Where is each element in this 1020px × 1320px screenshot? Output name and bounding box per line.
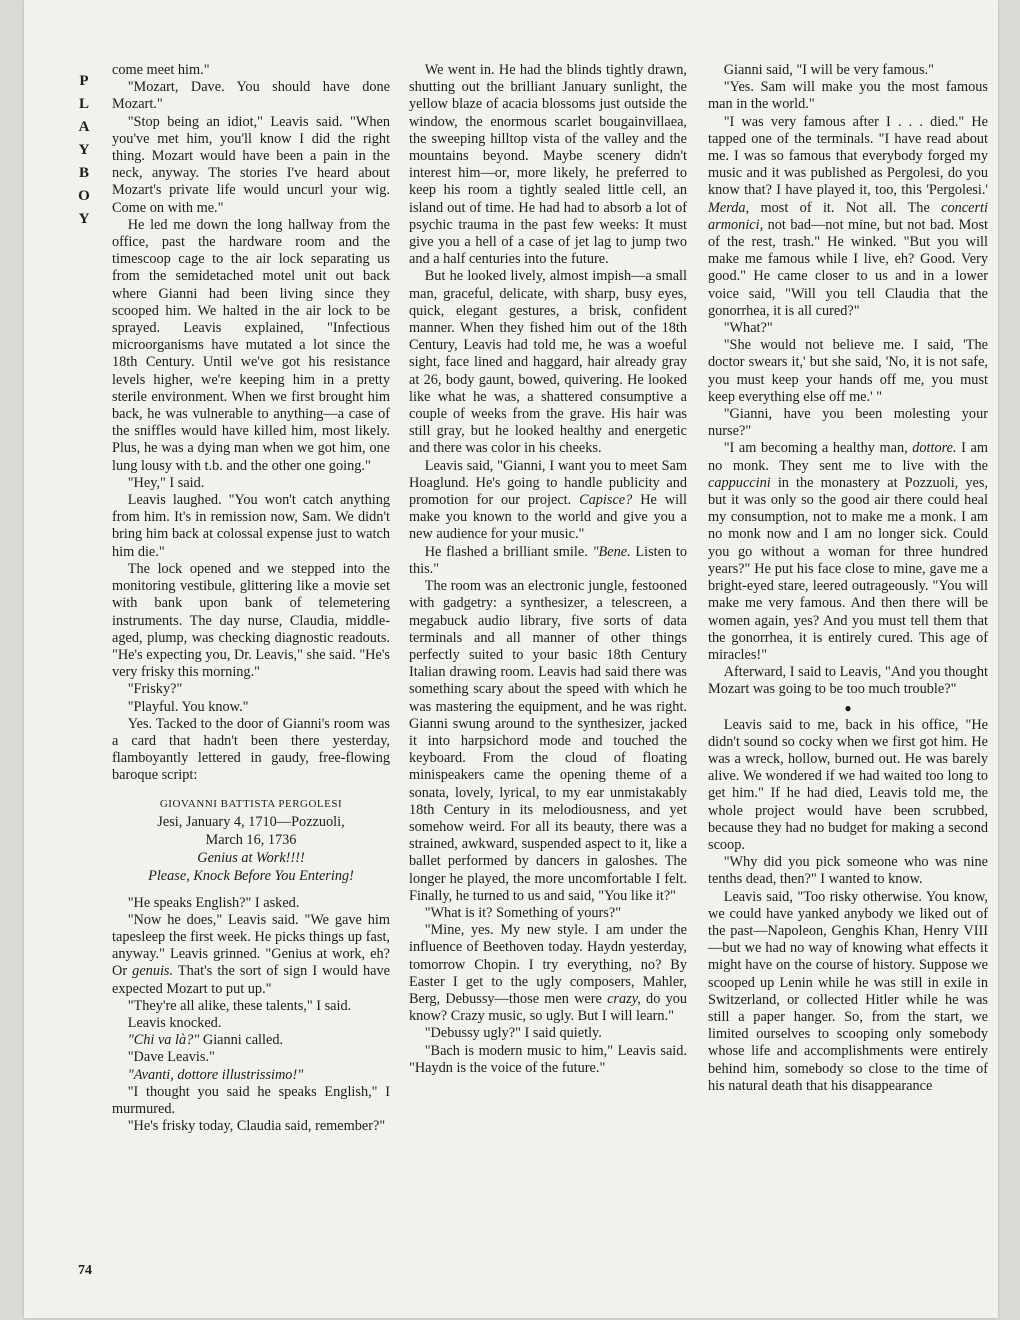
paragraph: The lock opened and we stepped into the monitoring vestibule, glittering like a movie set with bank upon bank of telemetering instruments. The day nurse, Claudia, middle-aged, plump, was checking diagnostic readouts. "He's expecting you, Dr. Leavis," she said. "He's very frisky this morning." xyxy=(112,560,390,681)
text-column-2 xyxy=(409,62,687,1077)
paragraph: "Playful. You know." xyxy=(127,698,249,715)
masthead: P L A Y B O Y xyxy=(72,70,96,231)
paragraph: "Bach is modern music to him," Leavis said. "Haydn is the voice of the future." xyxy=(409,1042,687,1076)
sign-line: Please, Knock Before You Entering! xyxy=(148,867,354,884)
magazine-page xyxy=(24,0,998,1318)
paragraph: He flashed a brilliant smile. "Bene. Listen to this." xyxy=(409,543,687,577)
paragraph: "Stop being an idiot," Leavis said. "When you've met him, you'll know I did the right thing. Mozart would have been a pain in the neck, anyway. The stories I've heard about Mozart's private life would uncurl your wig. Come on with me." xyxy=(112,113,390,216)
paragraph: "I thought you said he speaks English," I murmured. xyxy=(112,1083,390,1117)
paragraph: "Frisky?" xyxy=(127,681,183,698)
paragraph: Leavis laughed. "You won't catch anything from him. It's in remission now, Sam. We didn't bring him back at colossal expense just to watch him die." xyxy=(112,492,390,560)
paragraph: "What is it? Something of yours?" xyxy=(424,904,622,921)
paragraph: Gianni said, "I will be very famous." xyxy=(723,62,934,78)
paragraph: come meet him." xyxy=(112,62,210,78)
paragraph: "Gianni, have you been molesting your nurse?" xyxy=(708,406,988,440)
paragraph: "He speaks English?" I asked. xyxy=(127,894,300,911)
paragraph: "Why did you pick someone who was nine tenths dead, then?" I wanted to know. xyxy=(708,854,988,888)
sign-line: Jesi, January 4, 1710—Pozzuoli, xyxy=(157,813,345,830)
paragraph: But he looked lively, almost impish—a small man, graceful, delicate, with sharp, busy eyes, quick, elegant gestures, a brisk, confident manner. When they fished him out of the 18th Century, Leavis had told me, he was a woeful sight, face lined and haggard, hair already gray at 26, body gaunt, bowed, quivering. He looked like what he was, a shattered consumptive a couple of weeks from the grave. His hair was still gray, but he looked healthy and energetic and there was color in his cheeks. xyxy=(409,268,687,457)
paragraph: We went in. He had the blinds tightly drawn, shutting out the brilliant January sunlight, the yellow blaze of acacia blossoms just outside the window, the enormous scarlet bougainvillaea, the sweeping hilltop vista of the valley and the mountains beyond. Maybe scenery didn't interest him—or, more likely, he preferred to keep his room a tightly sealed little cell, an island out of time. He had had to absorb a lot of psychic trauma in the past few weeks: It must give you a hell of a case of jet lag to jump two and a half centuries into the future. xyxy=(409,62,687,268)
paragraph: He led me down the long hallway from the office, past the hardware room and the timescoop cage to the air lock separating us from the semidetached motel unit out back where Gianni had been living since they scooped him. We halted in the air lock to be sprayed. Leavis explained, "Infectious microorganisms have mutated a lot since the 18th Century. Until we've got his resistance levels higher, we're keeping him in a pretty sterile environment. When we first brought him back, he was vulnerable to anything—a case of the sniffles would have killed him, most likely. Plus, he was a dying man when we got him, one lung lousy with t.b. and the other one going." xyxy=(112,216,390,474)
paragraph: "I am becoming a healthy man, dottore. I am no monk. They sent me to live with the cappuccini in the monastery at Pozzuoli, yes, but it was only so the good air there could heal my consumption, not to make me a monk. I am no monk now and I am no longer sick. Could you go without a woman for three hundred years?" He put his face close to mine, gave me a bright-eyed stare, leered outrageously. "You will make me very famous. And then there will be women again, yes? And you must tell them that the gonorrhea, it is entirely cured. This age of miracles!" xyxy=(708,440,988,663)
paragraph: Leavis said, "Gianni, I want you to meet Sam Hoaglund. He's going to handle publicity and promotion for our project. Capisce? He will make you known to the world and give you a new audience for your music." xyxy=(409,457,687,543)
paragraph: Leavis said, "Too risky otherwise. You know, we could have yanked anybody we liked out of the past—Napoleon, Genghis Khan, Henry VIII—but we had no way of knowing what effects it might have on the course of history. Suppose we scooped up Lenin while he was still in exile in Switzerland, or collected Hitler while he was still a paper hanger. So, from the start, we limited ourselves to scooping only somebody whose life and accomplishments were entirely behind him, somebody so close to the time of his natural death that his disappearance xyxy=(708,888,988,1094)
paragraph: "What?" xyxy=(723,320,773,337)
paragraph: "Dave Leavis." xyxy=(127,1049,215,1066)
paragraph: "He's frisky today, Claudia said, remember?" xyxy=(127,1118,386,1135)
paragraph: The room was an electronic jungle, festooned with gadgetry: a synthesizer, a telescreen, a megabuck audio library, five sorts of data terminals and all manner of other things perfectly suited to your basic 18th Century Italian drawing room. Leavis had said there was something scary about the speed with which he was mastering the equipment, and he was right. Gianni swung around to the synthesizer, jacked it into harpsichord mode and touched the keyboard. From the cloud of floating minispeakers came the opening theme of a sonata, lovely, lyrical, to my ear unmistakably 18th Century in its melodiousness, and yet somehow weird. For all its beauty, there was a strained, awkward, suspended aspect to it, like a ballet performed by dancers in galoshes. The longer he played, the more uncomfortable I felt. Finally, he turned to us and said, "You like it?" xyxy=(409,578,687,904)
paragraph: "Yes. Sam will make you the most famous man in the world." xyxy=(708,79,988,113)
paragraph: "Avanti, dottore illustrissimo!" xyxy=(127,1066,304,1083)
paragraph: "Mozart, Dave. You should have done Mozart." xyxy=(112,79,390,113)
paragraph: "Hey," I said. xyxy=(127,474,205,491)
paragraph: Yes. Tacked to the door of Gianni's room was a card that hadn't been there yesterday, flamboyantly lettered in gaudy, free-flowing baroque script: xyxy=(112,715,390,784)
page-number: 74 xyxy=(78,1263,92,1278)
paragraph: "Chi va là?" Gianni called. xyxy=(127,1032,284,1049)
sign-line: Genius at Work!!!! xyxy=(197,849,305,866)
text-column-1 xyxy=(112,62,390,1135)
text-column-3 xyxy=(708,62,988,1095)
paragraph: "Mine, yes. My new style. I am under the influence of Beethoven today. Haydn yesterday, tomorrow Chopin. I try everything, no? By Easter I get to the ugly composers, Mahler, Berg, Debussy—those men were crazy, do you know? Crazy music, so ugly. But I will learn." xyxy=(409,922,688,1025)
paragraph: "Debussy ugly?" I said quietly. xyxy=(424,1025,602,1042)
door-card-sign xyxy=(112,795,390,885)
paragraph: "They're all alike, these talents," I said. xyxy=(127,997,352,1014)
section-break-bullet: ● xyxy=(844,700,852,715)
paragraph: Afterward, I said to Leavis, "And you thought Mozart was going to be too much trouble?" xyxy=(708,664,988,698)
sign-name: GIOVANNI BATTISTA PERGOLESI xyxy=(159,797,343,810)
paragraph: "Now he does," Leavis said. "We gave him tapesleep the first week. He picks things up fast, anyway." Leavis grinned. "Genius at work, eh? Or genuis. That's the sort of sign I would have expected Mozart to put up." xyxy=(112,911,390,997)
masthead-letter: P xyxy=(79,73,89,89)
paragraph: Leavis knocked. xyxy=(127,1014,222,1031)
sign-line: March 16, 1736 xyxy=(205,831,297,848)
paragraph: "She would not believe me. I said, 'The doctor swears it,' but she said, 'No, it is not safe, you must keep your hands off me, you must keep everything else off me.' " xyxy=(708,337,988,405)
paragraph: "I was very famous after I . . . died." He tapped one of the terminals. "I have read about me. I was so famous that everybody forged my music and it was published as Pergolesi, do you know that? I have played it, too, this 'Pergolesi.' Merda, most of it. Not all. The concerti armonici, not bad—not mine, but not bad. Most of the rest, trash." He winked. "But you will make me famous while I live, eh? Good. Very good." He came closer to us and in a lower voice said, "Will you tell Claudia that the gonorrhea, it is all cured?" xyxy=(708,113,988,319)
paragraph: Leavis said to me, back in his office, "He didn't sound so cocky when we first got him. He was a wreck, hollow, burned out. He was barely alive. We wondered if we had waited too long to get him." If he had died, Leavis told me, the whole project would have been scrubbed, because they had no budget for making a second scoop. xyxy=(708,716,988,853)
